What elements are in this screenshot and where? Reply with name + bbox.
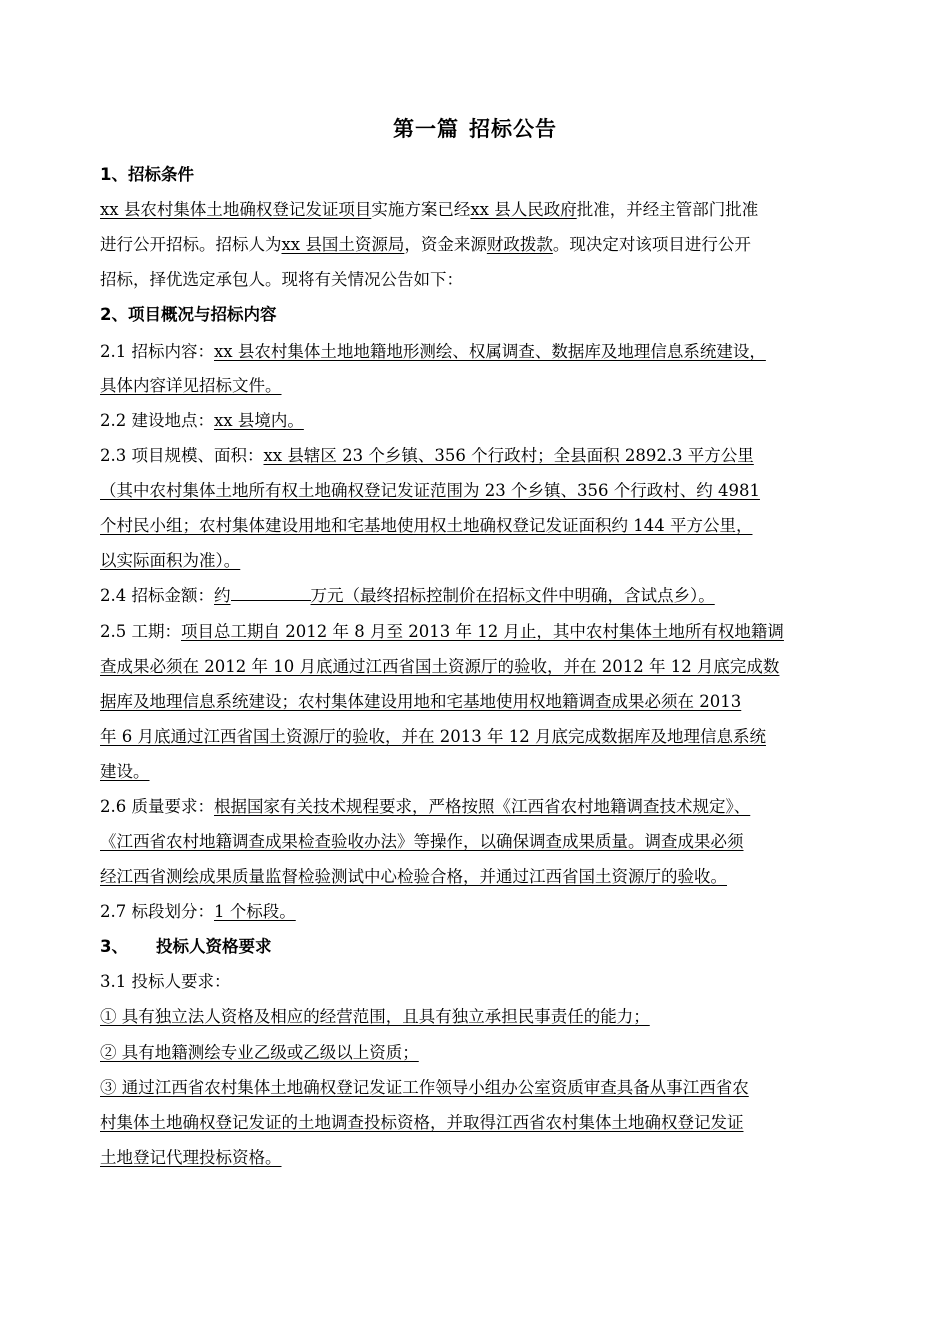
requirement-3-line2: 村集体土地确权登记发证的土地调查投标资格，并取得江西省农村集体土地确权登记发证 xyxy=(100,1113,744,1132)
item-value: xx 县辖区 23 个乡镇、356 个行政村；全县面积 2892.3 平方公里 xyxy=(263,446,754,465)
section3-heading xyxy=(100,936,271,958)
item-value: 1 个标段。 xyxy=(214,902,296,921)
page-title xyxy=(0,113,950,143)
item-label: 2.3 项目规模、面积： xyxy=(100,446,264,465)
section2-heading: 2、项目概况与招标内容 xyxy=(100,305,277,324)
amount-blank xyxy=(231,586,311,601)
project-name: xx 县农村集体土地确权登记发证项目 xyxy=(100,200,372,219)
requirement-1: ① 具有独立法人资格及相应的经营范围，且具有独立承担民事责任的能力； xyxy=(100,1007,650,1026)
funding-source: 财政拨款 xyxy=(486,235,553,254)
amount-prefix: 约 xyxy=(214,586,231,605)
item-2-6-line1 xyxy=(100,796,750,818)
item-2-2 xyxy=(100,410,304,432)
item-2-5-line1 xyxy=(100,621,784,643)
item-label: 2.4 招标金额： xyxy=(100,586,214,605)
item-2-3-line4: 以实际面积为准）。 xyxy=(100,551,241,570)
item-2-3-line1 xyxy=(100,445,754,467)
text-run: 。现决定对该项目进行公开 xyxy=(552,235,751,254)
item-value: xx 县境内。 xyxy=(214,411,304,430)
section1-heading: 1、招标条件 xyxy=(100,165,194,184)
item-value: 项目总工期自 2012 年 8 月至 2013 年 12 月止，其中农村集体土地所有权地籍调 xyxy=(181,622,784,641)
section1-line2 xyxy=(100,234,751,256)
item-2-1-line2: 具体内容详见招标文件。 xyxy=(100,376,282,395)
item-2-5-line5: 建设。 xyxy=(100,762,150,781)
tenderer-name: xx 县国土资源局 xyxy=(281,235,405,254)
text-run: 进行公开招标。招标人为 xyxy=(100,235,282,254)
amount-note: 万元（最终招标控制价在招标文件中明确，含试点乡）。 xyxy=(310,586,715,605)
item-2-6-line2: 《江西省农村地籍调查成果检查验收办法》等操作，以确保调查成果质量。调查成果必须 xyxy=(100,832,744,851)
item-2-5-line3: 据库及地理信息系统建设；农村集体建设用地和宅基地使用权地籍调查成果必须在 2013 xyxy=(100,692,742,711)
text-run: 实施方案已经 xyxy=(371,200,471,219)
item-label: 2.2 建设地点： xyxy=(100,411,214,430)
text-run: ，资金来源 xyxy=(404,235,487,254)
section1-line1 xyxy=(100,199,758,221)
requirement-3-line1: ③ 通过江西省农村集体土地确权登记发证工作领导小组办公室资质审查具备从事江西省农 xyxy=(100,1078,749,1097)
item-label: 2.5 工期： xyxy=(100,622,181,641)
item-label: 2.1 招标内容： xyxy=(100,342,214,361)
item-2-3-line2: （其中农村集体土地所有权土地确权登记发证范围为 23 个乡镇、356 个行政村、约 4981 xyxy=(100,481,760,500)
section1-line3: 招标，择优选定承包人。现将有关情况公告如下： xyxy=(100,270,463,289)
item-2-6-line3: 经江西省测绘成果质量监督检验测试中心检验合格，并通过江西省国土资源厅的验收。 xyxy=(100,867,727,886)
requirement-2: ② 具有地籍测绘专业乙级或乙级以上资质； xyxy=(100,1043,419,1062)
section3-number: 3、 xyxy=(100,937,128,956)
item-label: 2.7 标段划分： xyxy=(100,902,214,921)
item-2-5-line2: 查成果必须在 2012 年 10 月底通过江西省国土资源厅的验收，并在 2012 年 12 月底完成数 xyxy=(100,657,780,676)
item-label: 2.6 质量要求： xyxy=(100,797,214,816)
item-value: xx 县农村集体土地地籍地形测绘、权属调查、数据库及地理信息系统建设， xyxy=(214,342,766,361)
text-run: 批准，并经主管部门批准 xyxy=(576,200,759,219)
item-3-1: 3.1 投标人要求： xyxy=(100,972,231,991)
approver-name: xx 县人民政府 xyxy=(470,200,577,219)
title-part2: 招标公告 xyxy=(469,117,557,141)
item-2-4 xyxy=(100,585,715,607)
section3-title: 投标人资格要求 xyxy=(155,937,272,956)
title-part1: 第一篇 xyxy=(393,117,459,141)
item-value: 根据国家有关技术规程要求，严格按照《江西省农村地籍调查技术规定》、 xyxy=(214,797,751,816)
item-2-1-line1 xyxy=(100,341,766,363)
item-2-5-line4: 年 6 月底通过江西省国土资源厅的验收，并在 2013 年 12 月底完成数据库及地理信息系统 xyxy=(100,727,766,746)
requirement-3-line3: 土地登记代理投标资格。 xyxy=(100,1148,282,1167)
item-2-7 xyxy=(100,901,296,923)
item-2-3-line3: 个村民小组；农村集体建设用地和宅基地使用权土地确权登记发证面积约 144 平方公里， xyxy=(100,516,753,535)
